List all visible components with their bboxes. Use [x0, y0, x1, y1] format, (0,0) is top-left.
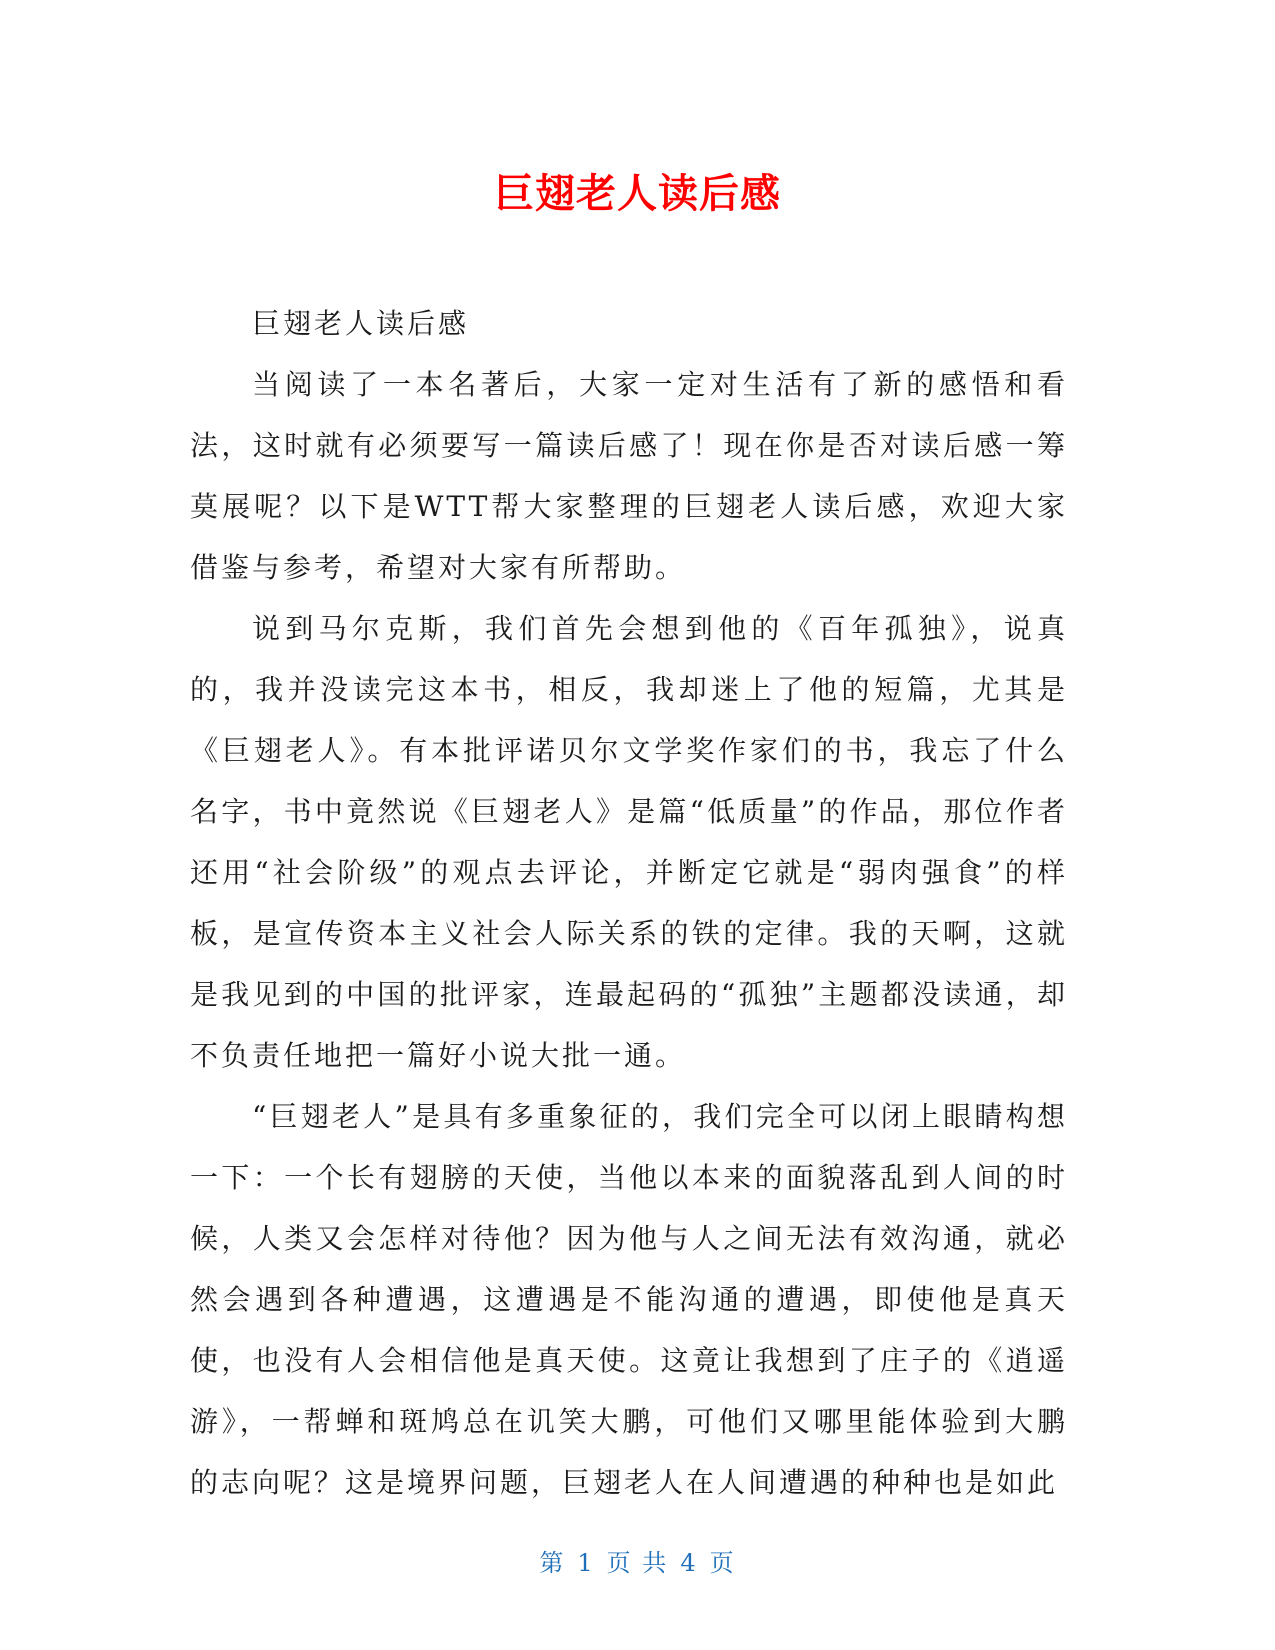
total-pages-number: 4 — [680, 1549, 698, 1577]
document-title: 巨翅老人读后感 — [494, 171, 781, 217]
paragraph-intro: 当阅读了一本名著后，大家一定对生活有了新的感悟和看法，这时就有必须要写一篇读后感了！现在你是否对读后感一筹莫展呢？以下是WTT帮大家整理的巨翅老人读后感，欢迎大家借鉴与参考，希望对大家有所帮助。 — [190, 368, 1068, 584]
current-page-number: 1 — [577, 1549, 595, 1577]
paragraph-marquez: 说到马尔克斯，我们首先会想到他的《百年孤独》，说真的，我并没读完这本书，相反，我却迷上了他的短篇，尤其是《巨翅老人》。有本批评诺贝尔文学奖作家们的书，我忘了什么名字，书中竟然说《巨翅老人》是篇“低质量”的作品，那位作者还用“社会阶级”的观点去评论，并断定它就是“弱肉强食”的样板，是宣传资本主义社会人际关系的铁的定律。我的天啊，这就是我见到的中国的批评家，连最起码的“孤独”主题都没读通，却不负责任地把一篇好小说大批一通。 — [190, 612, 1068, 1072]
paragraph-symbolism: “巨翅老人”是具有多重象征的，我们完全可以闭上眼睛构想一下：一个长有翅膀的天使，当他以本来的面貌落乱到人间的时候，人类又会怎样对待他？因为他与人之间无法有效沟通，就必然会遇到各种遭遇，这遭遇是不能沟通的遭遇，即使他是真天使，也没有人会相信他是真天使。这竟让我想到了庄子的《逍遥游》，一帮蝉和斑鸠总在讥笑大鹏，可他们又哪里能体验到大鹏的志向呢？这是境界问题，巨翅老人在人间遭遇的种种也是如此 — [190, 1100, 1068, 1499]
page-label-mid: 页 共 — [606, 1549, 669, 1577]
paragraph-heading: 巨翅老人读后感 — [252, 307, 470, 340]
page-number-footer — [0, 1547, 1275, 1579]
page-label-prefix: 第 — [539, 1549, 566, 1577]
document-body — [190, 293, 1068, 1513]
page-label-suffix: 页 — [709, 1549, 736, 1577]
